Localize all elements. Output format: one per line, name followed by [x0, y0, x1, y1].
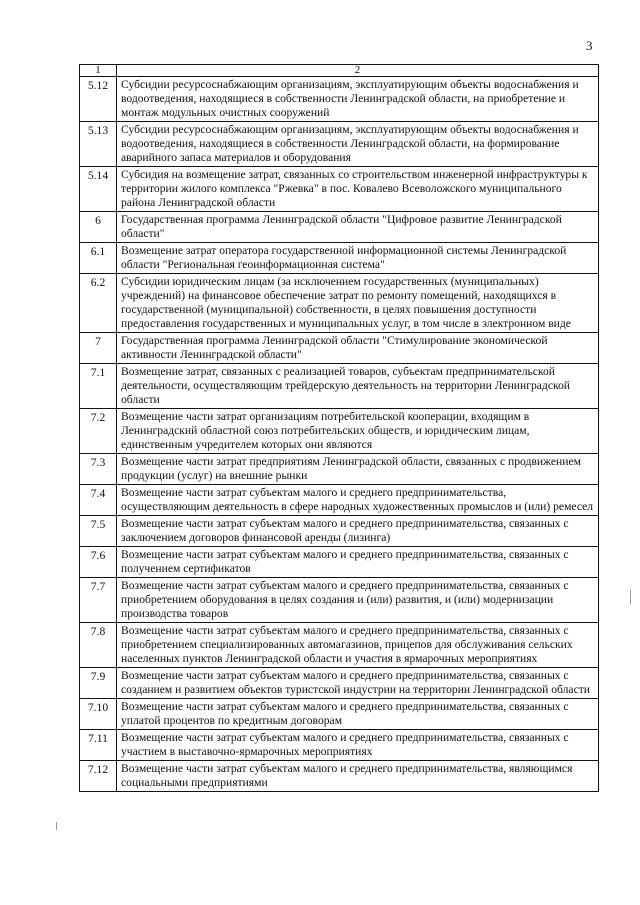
row-number: 7.9 [80, 668, 117, 699]
row-number: 7.8 [80, 623, 117, 668]
row-number: 7.4 [80, 485, 117, 516]
row-description: Возмещение части затрат субъектам малого и среднего предпринимательства, связанных с уплатой процентов по кредитным договорам [117, 699, 599, 730]
row-number: 5.13 [80, 122, 117, 167]
table-row [80, 167, 599, 212]
row-description: Возмещение части затрат субъектам малого и среднего предпринимательства, связанных с приобретением специализированных автомагазинов, прицепов для обслуживания сельских населенных пунктов Ленинградской области и участия в ярмарочных мероприятиях [117, 623, 599, 668]
table-row [80, 243, 599, 274]
table-header-row [80, 65, 599, 77]
row-description: Возмещение части затрат субъектам малого и среднего предпринимательства, связанных с получением сертификатов [117, 547, 599, 578]
table-row [80, 623, 599, 668]
table-row [80, 516, 599, 547]
table-body [80, 77, 599, 792]
row-description: Возмещение части затрат субъектам малого и среднего предпринимательства, связанных с приобретением оборудования в целях создания и (или) развития, и (или) модернизации производства товаров [117, 578, 599, 623]
row-number: 5.12 [80, 77, 117, 122]
row-number: 7.11 [80, 730, 117, 761]
row-description: Субсидии ресурсоснабжающим организациям, эксплуатирующим объекты водоснабжения и водоотведения, находящиеся в собственности Ленинградской области, на приобретение и монтаж модульных очистных сооружений [117, 77, 599, 122]
row-description: Возмещение части затрат организациям потребительской кооперации, входящим в Ленинградский областной союз потребительских обществ, и юридическим лицам, единственным учредителем которых они являются [117, 409, 599, 454]
row-number: 7.1 [80, 364, 117, 409]
row-description: Возмещение части затрат субъектам малого и среднего предпринимательства, связанных с заключением договоров финансовой аренды (лизинга) [117, 516, 599, 547]
page-number: 3 [586, 38, 593, 53]
row-number: 7.3 [80, 454, 117, 485]
row-number: 6.2 [80, 274, 117, 333]
table-row [80, 212, 599, 243]
row-number: 6 [80, 212, 117, 243]
row-number: 7.2 [80, 409, 117, 454]
row-description: Возмещение затрат оператора государственной информационной системы Ленинградской области "Региональная геоинформационная система" [117, 243, 599, 274]
row-description: Возмещение части затрат предприятиям Ленинградской области, связанных с продвижением продукции (услуг) на внешние рынки [117, 454, 599, 485]
table-row [80, 699, 599, 730]
row-number: 7.10 [80, 699, 117, 730]
subsidies-table [79, 64, 599, 792]
scan-edge-mark [56, 822, 57, 830]
table-row [80, 547, 599, 578]
table-row [80, 333, 599, 364]
row-description: Возмещение затрат, связанных с реализацией товаров, субъектам предпринимательской деятельности, осуществляющим трейдерскую деятельность на территории Ленинградской области [117, 364, 599, 409]
row-description: Государственная программа Ленинградской области "Стимулирование экономической активности Ленинградской области" [117, 333, 599, 364]
table-row [80, 761, 599, 792]
column-header-description: 2 [117, 65, 599, 77]
row-description: Субсидия на возмещение затрат, связанных со строительством инженерной инфраструктуры к территории жилого комплекса "Ржевка" в пос. Ковалево Всеволожского муниципального района Ленинградской области [117, 167, 599, 212]
row-description: Субсидии ресурсоснабжающим организациям, эксплуатирующим объекты водоснабжения и водоотведения, находящиеся в собственности Ленинградской области, на формирование аварийного запаса материалов и оборудования [117, 122, 599, 167]
row-description: Возмещение части затрат субъектам малого и среднего предпринимательства, являющимся социальными предприятиями [117, 761, 599, 792]
table-row [80, 668, 599, 699]
row-description: Возмещение части затрат субъектам малого и среднего предпринимательства, связанных с участием в выставочно-ярмарочных мероприятиях [117, 730, 599, 761]
row-description: Возмещение части затрат субъектам малого и среднего предпринимательства, осуществляющим деятельность в сфере народных художественных промыслов и (или) ремесел [117, 485, 599, 516]
row-number: 6.1 [80, 243, 117, 274]
row-number: 7.5 [80, 516, 117, 547]
table-row [80, 454, 599, 485]
row-description: Государственная программа Ленинградской области "Цифровое развитие Ленинградской области" [117, 212, 599, 243]
row-number: 5.14 [80, 167, 117, 212]
table-row [80, 409, 599, 454]
table-row [80, 274, 599, 333]
column-header-number: 1 [80, 65, 117, 77]
table-row [80, 485, 599, 516]
row-number: 7.7 [80, 578, 117, 623]
row-description: Субсидии юридическим лицам (за исключением государственных (муниципальных) учреждений) на финансовое обеспечение затрат по ремонту помещений, находящихся в государственной (муниципальной) собственности, в целях повышения доступности предоставления государственных и муниципальных услуг, в том числе в электронном виде [117, 274, 599, 333]
scan-edge-mark [630, 590, 631, 604]
table-row [80, 578, 599, 623]
table-row [80, 122, 599, 167]
table-row [80, 364, 599, 409]
row-number: 7.12 [80, 761, 117, 792]
row-description: Возмещение части затрат субъектам малого и среднего предпринимательства, связанных с созданием и развитием объектов туристской индустрии на территории Ленинградской области [117, 668, 599, 699]
table-row [80, 730, 599, 761]
row-number: 7.6 [80, 547, 117, 578]
row-number: 7 [80, 333, 117, 364]
table-row [80, 77, 599, 122]
